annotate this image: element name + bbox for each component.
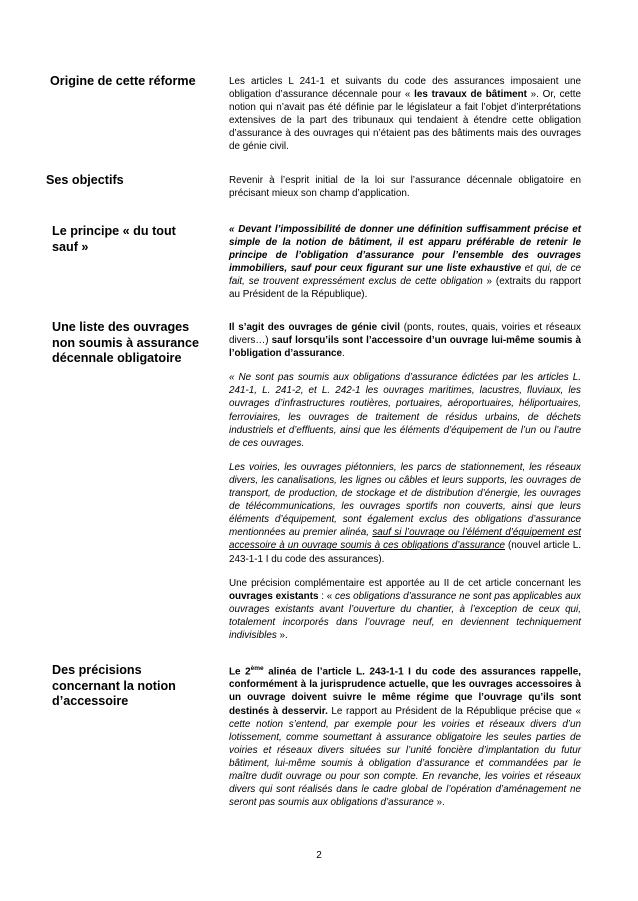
text-run: . [342,348,345,360]
bold-text: alinéa de l’article L. 243-1-1 I du code des assurances rappelle, conformément à la jurisprudence actuelle, que les ouvrages accessoires à un ouvrage doivent suivre le même régime que l’ouvrage qu’ils sont destinés à desservir. [229,666,581,717]
text-run: Le rapport au Président de la République précise que « [327,705,581,717]
section-body [229,174,581,200]
bold-text: Le 2 [229,666,251,678]
bold-text: ouvrages existants [229,590,319,602]
section-heading: Ses objectifs [46,173,124,187]
paragraph: Revenir à l’esprit initial de la loi sur l’assurance décennale obligatoire en précisant mieux son champ d’application. [229,175,581,200]
section-heading: Origine de cette réforme [50,74,196,88]
text-run: ». Or, cette notion qui n’avait pas été définie par le législateur a fait l’objet d’interprétations extensives de la part des tribunaux qui tendaient à étendre cette obligation d’assurance à des ouvrages qui n’étaient pas des bâtiments mais des ouvrages de génie civil. [229,89,581,153]
section-heading: Une liste des ouvrages non soumis à assurance décennale obligatoire [52,320,199,365]
paragraph [229,461,581,566]
text-run: (nouvel article L. 243-1-1 I du code des assurances). [229,540,581,565]
italic-text: et qui, de ce fait, se trouvent expressément exclus de cette obligation [229,263,582,288]
text-run: Les articles L 241-1 et suivants du code des assurances imposaient une obligation d’assurance décennale pour « [229,76,581,101]
page-number: 2 [316,850,322,861]
bold-text: sauf lorsqu’ils sont l’accessoire d’un ouvrage lui-même soumis à l’obligation d’assurance [229,335,582,360]
superscript: ème [250,665,264,672]
underlined-italic-text: sauf si l’ouvrage ou l’élément d’équipement est accessoire à un ouvrage soumis à ces obligations d’assurance [229,527,581,552]
paragraph [229,577,581,642]
italic-text: cette notion s’entend, par exemple pour les voiries et réseaux divers d’un lotissement, comme soumettant à assurance obligatoire les seules parties de voiries et réseaux divers situées sur l’unité foncière d’implantation du futur bâtiment, lui-même soumis à obligation d’assurance et commandées par le maître dudit ouvrage ou pour son compte. En revanche, les voiries et réseaux divers qui sont réalisés dans le cadre global de l’opération d’aménagement ne seront pas soumis aux obligations d’assurance [229,718,581,809]
paragraph [229,662,581,809]
section-heading: Le principe « du tout sauf » [52,224,176,254]
text-run: Une précision complémentaire est apportée au II de cet article concernant les [229,577,581,589]
italic-text: Les voiries, les ouvrages piétonniers, les parcs de stationnement, les réseaux divers, les canalisations, les lignes ou câbles et leurs supports, les ouvrages de transport, de production, de stockage et de distribution d’énergie, les ouvrages de télécommunications, les ouvrages sportifs non couverts, ainsi que leurs éléments d’équipement, sont également exclus des obligations d’assurance mentionnées au premier alinéa, [229,461,581,539]
text-run: » (extraits du rapport au Président de la République). [229,276,582,301]
section-body [229,223,581,302]
paragraph [229,75,581,154]
text-run: : « [318,590,335,602]
italic-text: ces obligations d’assurance ne sont pas applicables aux ouvrages existants avant l’ouverture du chantier, à l’exception de ceux qui, totalement incorporés dans l’ouvrage neuf, en deviennent techniquement indivisibles [229,590,582,641]
section-heading: Des précisions concernant la notion d’accessoire [52,663,176,708]
bold-text: les travaux de bâtiment [414,89,527,101]
paragraph [229,223,581,302]
paragraph [229,321,581,360]
paragraph: « Ne sont pas soumis aux obligations d’assurance édictées par les articles L. 241-1, L. 241-2, et L. 242-1 les ouvrages maritimes, lacustres, fluviaux, les ouvrages d’infrastructures routières, portuaires, aéroportuaires, héliportuaires, ferroviaires, les ouvrages de traitement de résidus urbains, de déchets industriels et d’effluents, ainsi que les éléments d’équipement de l’un ou l’autre de ces ouvrages. [229,372,581,449]
text-run: ». [276,629,288,641]
section-body [229,662,581,809]
section-body [229,321,581,642]
section-body [229,75,581,154]
bold-text: Il s’agit des ouvrages de génie civil [229,322,401,333]
text-run: (ponts, routes, quais, voiries et réseaux divers…) [229,322,581,347]
text-run: ». [433,797,445,809]
bold-italic-text: « Devant l’impossibilité de donner une définition suffisamment précise et simple de la notion de bâtiment, il est apparu préférable de retenir le principe de l’obligation d’assurance pour l’ensemble des ouvrages immobiliers, sauf pour ceux figurant sur une liste exhaustive [229,224,581,275]
